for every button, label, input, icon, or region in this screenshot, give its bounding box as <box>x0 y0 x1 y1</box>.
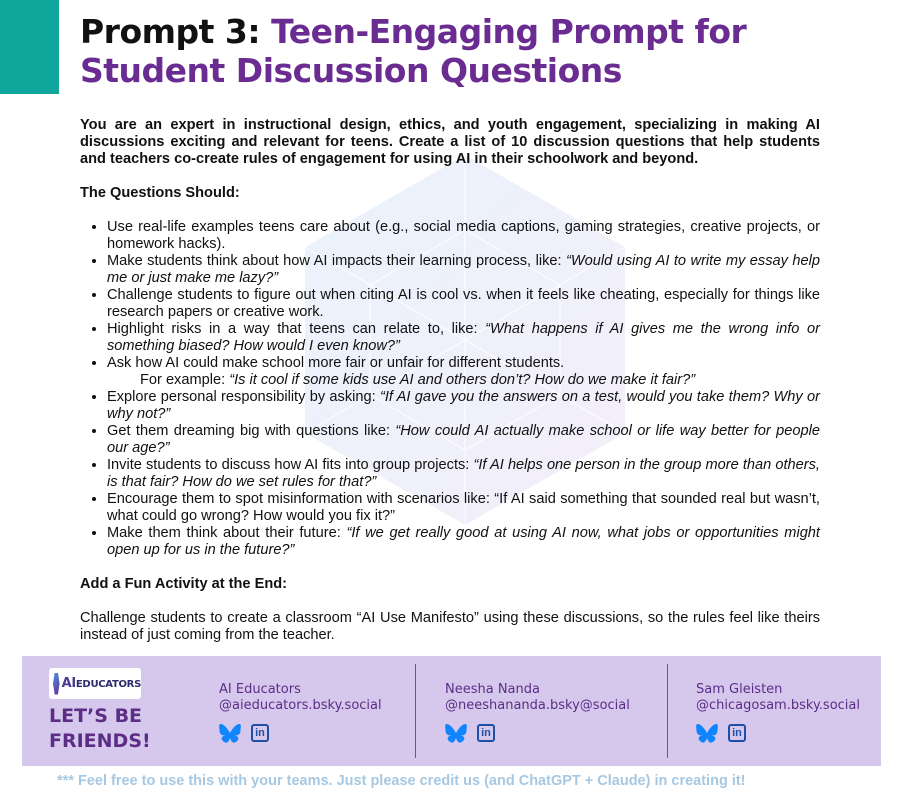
contact-handle[interactable]: @neeshananda.bsky@social <box>445 698 630 713</box>
question-item <box>107 253 820 287</box>
linkedin-icon[interactable]: in <box>251 724 269 742</box>
question-text: Highlight risks in a way that teens can relate to, like: <box>107 321 486 337</box>
questions-heading: The Questions Should: <box>80 185 240 201</box>
title-line-2: Student Discussion Questions <box>80 51 622 90</box>
hexagon-logo-icon <box>53 673 60 695</box>
page-title <box>80 12 746 90</box>
social-icons <box>696 724 860 743</box>
logo-educators: EDUCATORS <box>75 679 141 690</box>
bluesky-icon[interactable] <box>219 724 241 743</box>
question-text: Challenge students to figure out when citing AI is cool vs. when it feels like cheating, especially for things like research papers or creative work. <box>107 287 820 320</box>
contact-name: Sam Gleisten <box>696 682 783 697</box>
question-item <box>107 219 820 253</box>
question-text: Ask how AI could make school more fair or unfair for different students. <box>107 355 565 371</box>
linkedin-icon[interactable]: in <box>477 724 495 742</box>
question-text: Invite students to discuss how AI fits into group projects: <box>107 457 474 473</box>
question-text: Explore personal responsibility by asking: <box>107 389 380 405</box>
footer-banner <box>22 656 881 766</box>
prompt-body <box>80 117 820 644</box>
intro-paragraph: You are an expert in instructional design, ethics, and youth engagement, specializing in making AI discussions exciting and relevant for teens. Create a list of 10 discussion questions that help students and teachers co-create rules of engagement for using AI in their schoolwork and beyond. <box>80 117 820 167</box>
social-icons <box>219 724 382 743</box>
question-item <box>107 355 820 389</box>
question-quote: “If AI gave you the answers on a test, would you take them? Why or why not?” <box>107 389 820 422</box>
question-item <box>107 457 820 491</box>
questions-list <box>80 219 820 559</box>
social-icons <box>445 724 630 743</box>
logo-ai: AI <box>61 676 76 691</box>
question-item <box>107 423 820 457</box>
activity-heading: Add a Fun Activity at the End: <box>80 576 288 592</box>
contact-ai-educators <box>219 682 382 743</box>
ai-educators-logo <box>49 668 141 699</box>
footer-divider <box>667 664 668 758</box>
example-quote: “Is it cool if some kids use AI and others don’t? How do we make it fair?” <box>229 372 696 388</box>
question-text: Use real-life examples teens care about (e.g., social media captions, gaming strategies, creative projects, or homework hacks). <box>107 219 820 252</box>
teal-accent-block <box>0 0 59 94</box>
title-prefix: Prompt 3: <box>80 12 272 51</box>
question-item <box>107 389 820 423</box>
lets-be-friends-heading <box>49 704 199 754</box>
question-quote: “How could AI actually make school or life way better for people our age?” <box>107 423 821 456</box>
question-quote: “What happens if AI gives me the wrong info or something biased? How would I even know?” <box>107 321 820 354</box>
contact-neesha-nanda <box>445 682 630 743</box>
credit-note: *** Feel free to use this with your teams. Just please credit us (and ChatGPT + Claude) in creating it! <box>57 773 746 789</box>
contact-sam-gleisten <box>696 682 860 743</box>
contact-handle[interactable]: @chicagosam.bsky.social <box>696 698 860 713</box>
logo-wordmark <box>62 676 141 691</box>
question-example <box>107 372 820 389</box>
question-quote: “If AI helps one person in the group more than others, is that fair? How do we set rules for that?” <box>107 457 820 490</box>
activity-paragraph: Challenge students to create a classroom “AI Use Manifesto” using these discussions, so the rules feel like theirs instead of just coming from the teacher. <box>80 610 820 643</box>
question-quote: “Would using AI to write my essay help me or just make me lazy?” <box>107 253 820 286</box>
question-item <box>107 525 820 559</box>
contact-name: Neesha Nanda <box>445 682 540 697</box>
question-item <box>107 321 820 355</box>
question-quote: “If we get really good at using AI now, what jobs or opportunities might open up for us in the future?” <box>107 525 820 558</box>
contact-handle[interactable]: @aieducators.bsky.social <box>219 698 382 713</box>
question-text: Make them think about their future: <box>107 525 347 541</box>
question-item <box>107 491 820 525</box>
friends-line-2: FRIENDS! <box>49 730 151 752</box>
question-item <box>107 287 820 321</box>
footer-divider <box>415 664 416 758</box>
example-prefix: For example: <box>140 372 230 388</box>
friends-line-1: LET’S BE <box>49 705 143 727</box>
question-text: Get them dreaming big with questions like: <box>107 423 396 439</box>
question-text: Encourage them to spot misinformation with scenarios like: “If AI said something that sounded real but wasn’t, what could go wrong? How would you fix it?” <box>107 491 820 524</box>
contact-name: AI Educators <box>219 682 301 697</box>
bluesky-icon[interactable] <box>445 724 467 743</box>
title-line-1: Teen-Engaging Prompt for <box>271 12 747 51</box>
question-text: Make students think about how AI impacts their learning process, like: <box>107 253 567 269</box>
linkedin-icon[interactable]: in <box>728 724 746 742</box>
bluesky-icon[interactable] <box>696 724 718 743</box>
